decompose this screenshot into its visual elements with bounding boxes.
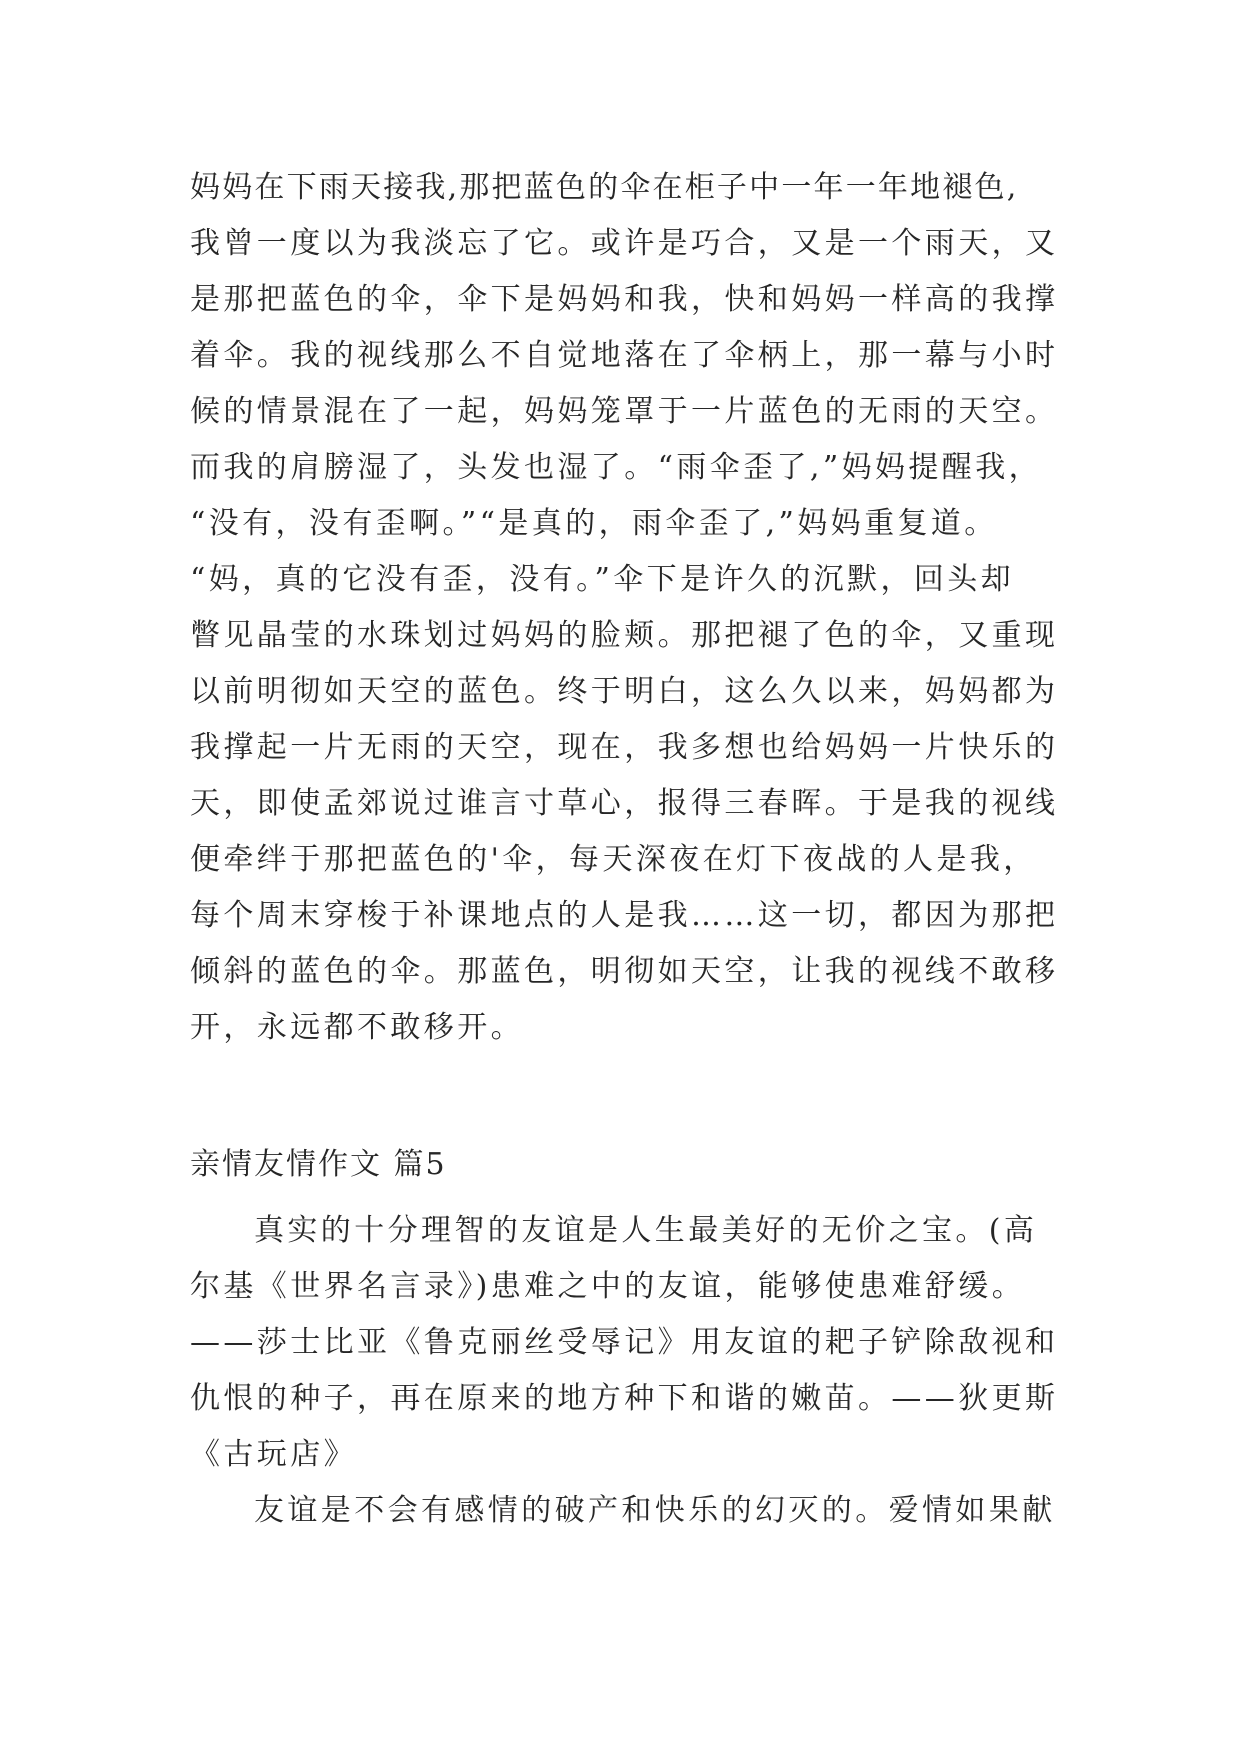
section-heading: 亲情友情作文 篇5	[190, 1147, 447, 1182]
paragraph-line: 瞥见晶莹的水珠划过妈妈的脸颊。那把褪了色的伞，又重现	[190, 618, 1059, 653]
paragraph-line: 真实的十分理智的友谊是人生最美好的无价之宝。(高	[254, 1213, 1038, 1248]
paragraph-line: “妈，真的它没有歪，没有。”伞下是许久的沉默，回头却	[190, 562, 1015, 597]
paragraph-line: 我曾一度以为我淡忘了它。或许是巧合，又是一个雨天，又	[190, 226, 1059, 261]
paragraph-line: 以前明彻如天空的蓝色。终于明白，这么久以来，妈妈都为	[190, 674, 1059, 709]
paragraph-line: 天，即使孟郊说过谁言寸草心，报得三春晖。于是我的视线	[190, 786, 1059, 821]
paragraph-line: “没有，没有歪啊。”“是真的，雨伞歪了,”妈妈重复道。	[190, 506, 998, 541]
paragraph-line: 便牵绊于那把蓝色的'伞，每天深夜在灯下夜战的人是我，	[190, 842, 1037, 877]
paragraph-line: 友谊是不会有感情的破产和快乐的幻灭的。爱情如果献	[254, 1493, 1056, 1528]
paragraph-line: 我撑起一片无雨的天空，现在，我多想也给妈妈一片快乐的	[190, 730, 1059, 765]
paragraph-line: 是那把蓝色的伞，伞下是妈妈和我，快和妈妈一样高的我撑	[190, 282, 1059, 317]
paragraph-line: 着伞。我的视线那么不自觉地落在了伞柄上，那一幕与小时	[190, 338, 1059, 373]
paragraph-line: 《古玩店》	[190, 1437, 357, 1472]
paragraph-line: 尔基《世界名言录》)患难之中的友谊，能够使患难舒缓。	[190, 1269, 1026, 1304]
paragraph-line: ——莎士比亚《鲁克丽丝受辱记》用友谊的耙子铲除敌视和	[190, 1325, 1059, 1360]
paragraph-line: 每个周末穿梭于补课地点的人是我……这一切，都因为那把	[190, 898, 1059, 933]
paragraph-line: 开，永远都不敢移开。	[190, 1010, 524, 1045]
paragraph-line: 妈妈在下雨天接我,那把蓝色的伞在柜子中一年一年地褪色,	[190, 170, 1019, 205]
paragraph-line: 候的情景混在了一起，妈妈笼罩于一片蓝色的无雨的天空。	[190, 394, 1059, 429]
paragraph-line: 倾斜的蓝色的伞。那蓝色，明彻如天空，让我的视线不敢移	[190, 954, 1059, 989]
paragraph-line: 而我的肩膀湿了，头发也湿了。“雨伞歪了,”妈妈提醒我，	[190, 450, 1043, 485]
paragraph-line: 仇恨的种子，再在原来的地方种下和谐的嫩苗。——狄更斯	[190, 1381, 1059, 1416]
